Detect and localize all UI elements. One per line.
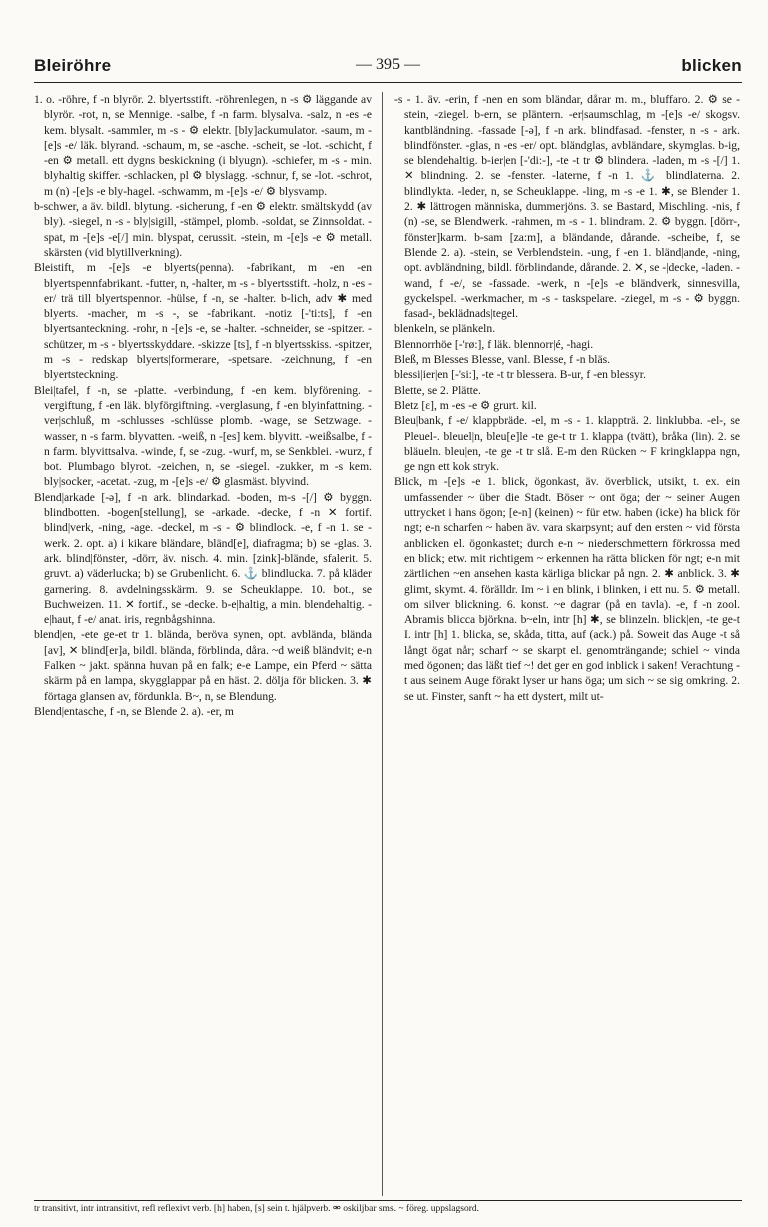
entry-paragraph: Blend|entasche, f -n, se Blende 2. a). -er, m [34,704,234,718]
entry-paragraph: Bleu|bank, f -e/ klappbräde. -el, m -s - 1. klappträ. 2. linklubba. -el-, se Pleuel-. bleuel|n, bleu[e]le -te ge-t tr 1. klappa (tvätt), bråka (lin). 2. se bläueln. bleu|en, -te ge -t tr slå. E-m den Rücken ~ F kringklappa ngn, ge ngn ett kok stryk. [394,414,740,474]
entry-paragraph: Blei|tafel, f -n, se -platte. -verbindung, f -en kem. blyförening. -vergiftung, f -en läk. blyförgiftning. -verglasung, f -en blyinfattning. -ver|schluß, m -schlusses -schlüsse plomb. -wage, se Setzwage. -wasser, n -s farm. blyvatten. -weiß, n -[es] kem. blyvitt. -weißsalbe, f -n farm. blyvittsalva. -winde, f, se -zug. -wurf, m, se Senkblei. -wurz, f bot. Plumbago blyrot. -zeichen, n, se -siegel. -zukker, m -s kem. bly|socker, -acetat. -zug, m -[e]s -e/ ⚙ glasmäst. blyvind. [34,383,372,489]
page-header [34,52,742,83]
entry-paragraph: Blette, se 2. Plätte. [394,383,481,397]
entry-paragraph: blenkeln, se plänkeln. [394,322,496,336]
right-column [394,92,740,1198]
page-number: — 395 — [356,56,420,73]
right-headword: blicken [681,56,742,75]
left-column [34,92,372,1198]
entry-paragraph: Bleistift, m -[e]s -e blyerts(penna). -fabrikant, m -en -en blyertspennfabrikant. -futter, n, -halter, m -s - blyertsstift. -holz, n -es -er/ trä till blyertspennor. -hülse, f -n, se -halter. b-lich, adv ✱ med blyerts. -macher, m -s -, se -fabrikant. -notiz [-'ti:ts], f -en blyertsanteckning. -rohr, n -[e]s -e, se -halter. -schneider, se -spitzer. -schützer, m -s - blyertsskyddare. -skizze [ts], f -n blyertsskiss. -spitzer, m -s - redskap blyerts|formerare, -spetsare. -zeichnung, f -en blyertsteckning. [34,261,372,382]
entry-paragraph: Blennorrhöe [-'rø:], f läk. blennorr|é, -hagi. [394,337,594,351]
entry-paragraph: Bleß, m Blesses Blesse, vanl. Blesse, f -n bläs. [394,353,611,367]
entry-paragraph: 1. o. -röhre, f -n blyrör. 2. blyertsstift. -röhrenlegen, n -s ⚙ läggande av blyrör. -rot, n, se Mennige. -salbe, f -n farm. blysalva. -salz, n -es -e kem. blysalt. -sammler, m -s - ⚙ elektr. [bly]ackumulator. -saum, m -[e]s -e/ läk. blyrand. -schaum, m, se -asche. -scheit, se -lot. -schicht, f -en ⚙ metall. ett dygns beskickning (i blyugn). -schiefer, m -s - min. blyhaltig skiffer. -schlacken, pl ⚙ blyslagg. -schnur, f, se -lot. -schrot, m (n) -[e]s -e bly-hagel. -schwamm, m -[e]s -e/ ⚙ blysvamp. [34,93,372,198]
left-headword: Bleiröhre [34,56,112,75]
entry-paragraph: Blick, m -[e]s -e 1. blick, ögonkast, äv. överblick, utsikt, t. ex. ein umfassender ~ über die Stadt. Böser ~ ont öga; der ~ seiner Augen uttrycket i hans ögon; [e-n] (keinen) ~ für etw. haben (icke) ha blick för ngt; e-n scharfen ~ haben äv. vara skarpsynt; auf den ersten ~ vid första anblicken el. ögonkastet; durch e-n ~ niederschmettern förkrossa med en blick; etw. mit richtigem ~ erkennen ha rätta blicken för ngt; e-n mit zärtlichen ~en ansehen kasta kärliga blickar på ngn. 2. ✱ anblick. 3. ✱ glimt, skymt. 4. förälldr. Im ~ i en blink, i blinken, i ett nu. 5. ⚙ metall. om silver blickning. 6. konst. ~e dagrar (på en tavla). -e, f -n zool. Abramis blicca björkna. b~eln, intr [h] ✱, se blinzeln. blick|en, -te ge-t I. intr [h] 1. blicka, se, skåda, titta, auf (ack.) på. Soweit das Auge -t så långt ögat når; scharf ~ se skarpt el. genomträngande; schiel ~ vinda med ögonen; das läßt tief ~! det ger en god inblick i saken! Verachtung -t aus seinem Auge förakt lyser ur hans öga; um sich ~ se sig omkring. 2. se ut. Finster, sanft ~ ha ett dystert, milt ut- [394,475,740,703]
column-divider [382,92,383,1196]
entry-paragraph: blend|en, -ete ge-et tr 1. blända, beröva synen, opt. avblända, blända [av], ✕ blind[er]a, bildl. blända, förblinda, dåra. ~d weiß bländvit; e-n Falken ~ jakt. spänna huvan på en falk; e-e Lampe, ein Pferd ~ sätta skärm på en lampa, skygglappar på en häst. 2. dölja för blicken. 3. ✱ förtaga glansen av, fördunkla. B~, n, se Blendung. [34,628,372,703]
entry-paragraph: -s - 1. äv. -erin, f -nen en som bländar, dårar m. m., bluffaro. 2. ⚙ se -stein, -ziegel. b-ern, se pläntern. -er|saumschlag, m -[e]s -e/ skogsv. kantbländning. -fassade [-ə], f -n ark. blindfasad. -fenster, n -s - ark. blindfönster. -glas, n -es -er/ opt. bländglas, avbländare, skymglas. b-ig, se blendehaltig. b-ier|en [-'di:-], -te -t tr ⚙ blindera. -laden, m -s -[/] 1. ✕ blindning. 2. se -fenster. -laterne, f -n 1. ⚓ blindlaterna. 2. blindlykta. -leder, n, se Scheuklappe. -ling, m -s -e 1. ✱, se Blender 1. 2. ✱ lättrogen människa, dummerjöns. 3. se Bastard, Mischling. -nis, f (n) -se, se Blendwerk. -rahmen, m -s - 1. blindram. 2. ⚙ byggn. [dörr-, fönster]karm. b-sam [za:m], a bländande, dårande. -scheibe, f, se Blende 2. a). -stein, se Verblendstein. -ung, f -en 1. bländ|ande, -ning, opt. avbländning, bildl. förblindande, dårande. 2. ✕, se -|decke, -laden. -wand, f -e/, se -fassade. -werk, n -[e]s -e bländverk, sinnesvilla, gyckelspel. -werkmacher, m -s - taskspelare. -ziegel, m -s - ⚙ byggn. fasad-, beklädnads|tegel. [394,93,740,321]
entry-paragraph: blessi|ier|en [-'si:], -te -t tr blessera. B-ur, f -en blessyr. [394,368,646,382]
abbreviation-footer: tr transitivt, intr intransitivt, refl reflexivt verb. [h] haben, [s] sein t. hjälpverb. ⚮ oskiljbar sms. ~ föreg. uppslagsord. [34,1200,742,1221]
entry-paragraph: b-schwer, a äv. bildl. blytung. -sicherung, f -en ⚙ elektr. smältskydd (av bly). -siegel, n -s - bly|sigill, -stämpel, plomb. -soldat, se Zinnsoldat. -spat, m -[e]s -e[/] min. blyspat, cerussit. -stein, m -[e]s -e ⚙ metall. skärsten (vid blytillverkning). [34,200,372,259]
entry-paragraph: Bletz [ɛ], m -es -e ⚙ grurt. kil. [394,398,537,412]
entry-paragraph: Blend|arkade [-ə], f -n ark. blindarkad. -boden, m-s -[/] ⚙ byggn. blindbotten. -bogen[stellung], se -arkade. -decke, f -n ✕ fortif. blind|verk, -ning, -age. -deckel, m -s - ⚙ blindlock. -e, f -n 1. se -werk. 2. opt. a) i kikare bländare, bländ[e], diafragma; b) se -glas. 3. ark. blind|fönster, -dörr, äv. nisch. 4. min. [zink]-blände, sfalerit. 5. gruvt. a) väderlucka; b) se Grubenlicht. 6. ⚓ blindlucka. 7. på kläder garnering. 8. avdelningsskärm. 9. se Scheuklappe. 10. bot., se Buchweizen. 11. ✕ fortif., se -decke. b-e|haltig, a min. blendehaltig. -e|haut, f -e/ anat. iris, regnbågshinna. [34,490,372,627]
